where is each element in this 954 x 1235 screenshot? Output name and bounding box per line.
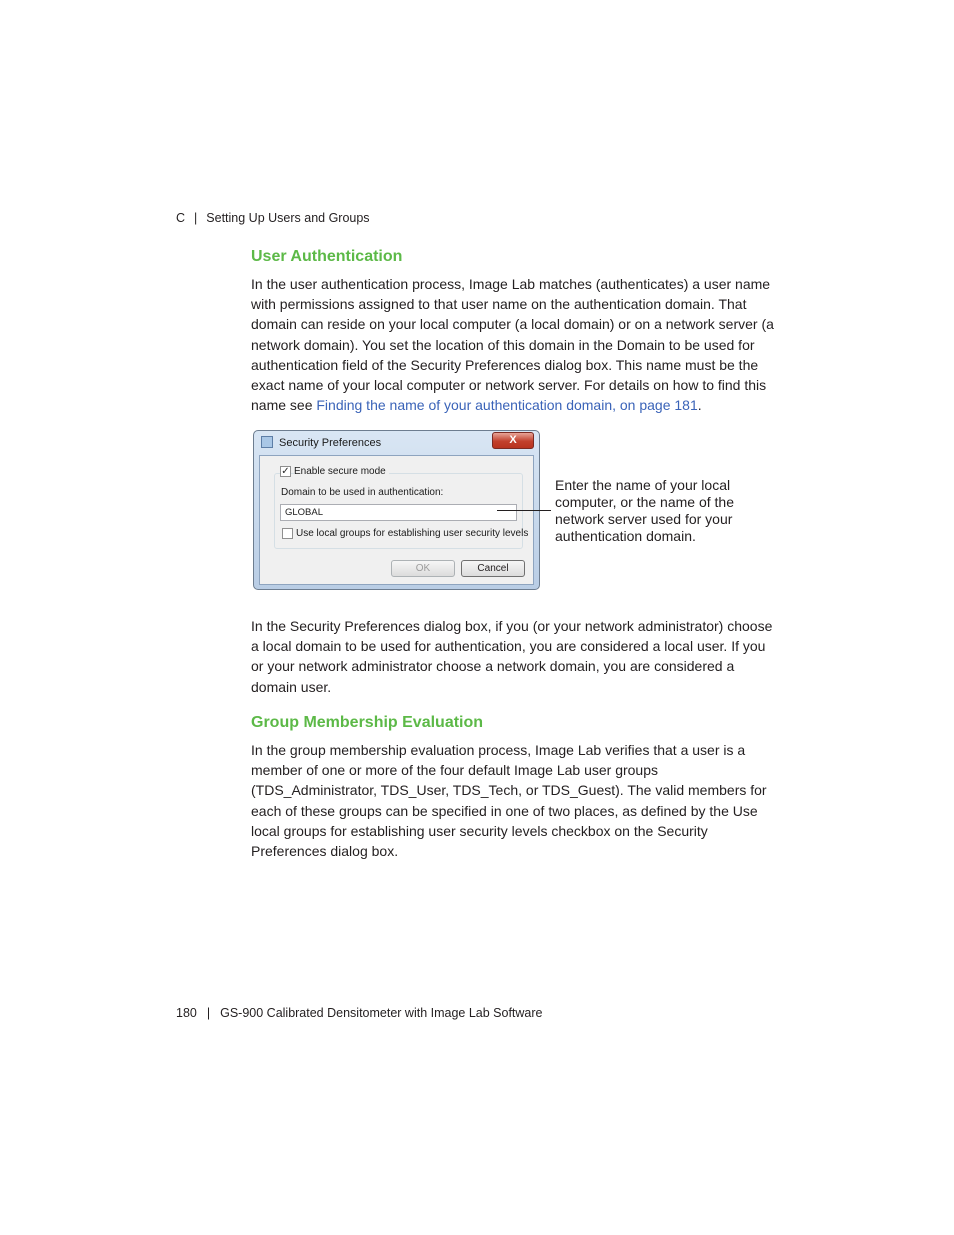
close-button[interactable]: X [492,432,534,449]
ok-button[interactable]: OK [391,560,455,577]
footer-title: GS-900 Calibrated Densitometer with Image Lab Software [220,1006,543,1020]
heading-user-authentication: User Authentication [251,248,403,265]
domain-label: Domain to be used in authentication: [281,487,444,498]
paragraph-user-authentication [251,274,776,415]
paragraph-text: In the user authentication process, Image Lab matches (authenticates) a user name with permissions assigned to that user name on the authentication domain. That domain can reside on your local computer (a local domain) or on a network server (a network domain). You set the location of this domain in the Domain to be used for authentication field of the Security Preferences dialog box. This name must be the exact name of your local computer or network server. For details on how to find this name see [251,276,774,414]
cancel-button[interactable]: Cancel [461,560,525,577]
paragraph-group-membership: In the group membership evaluation process, Image Lab verifies that a user is a member of one or more of the four default Image Lab user groups (TDS_Administrator, TDS_User, TDS_Tech, or TDS_Guest). The valid members for each of these groups can be specified in one of two places, as defined by the Use local groups for establishing user security levels checkbox on the Security Preferences dialog box. [251,742,767,860]
page-footer [176,1006,543,1020]
running-head [176,211,370,225]
use-local-groups-label: Use local groups for establishing user security levels [296,528,529,539]
domain-input[interactable]: GLOBAL [280,504,517,521]
dialog-client-area [259,455,534,585]
dialog-title: Security Preferences [279,437,382,449]
use-local-groups-checkbox[interactable] [282,528,293,539]
callout-leader-line [497,510,551,511]
heading-group-membership: Group Membership Evaluation [251,714,484,731]
callout-text: Enter the name of your local computer, or the name of the network server used for your authentication domain. [555,477,734,544]
paragraph-end: . [697,397,702,414]
paragraph-domain-user: In the Security Preferences dialog box, if you (or your network administrator) choose a local domain to be used for authentication, you are considered a local user. If you or your network administrator choose a network domain, you are considered a domain user. [251,618,773,695]
page-number: 180 [176,1006,197,1020]
running-head-separator: | [194,211,198,225]
enable-secure-mode-label: Enable secure mode [294,466,389,477]
cross-reference-link[interactable]: Finding the name of your authentication domain, on page 181 [316,397,698,414]
app-icon [261,436,273,448]
footer-separator: | [206,1006,211,1020]
enable-secure-mode-checkbox[interactable]: ✓ [281,466,290,477]
chapter-title: Setting Up Users and Groups [206,211,370,225]
chapter-letter: C [176,211,186,225]
